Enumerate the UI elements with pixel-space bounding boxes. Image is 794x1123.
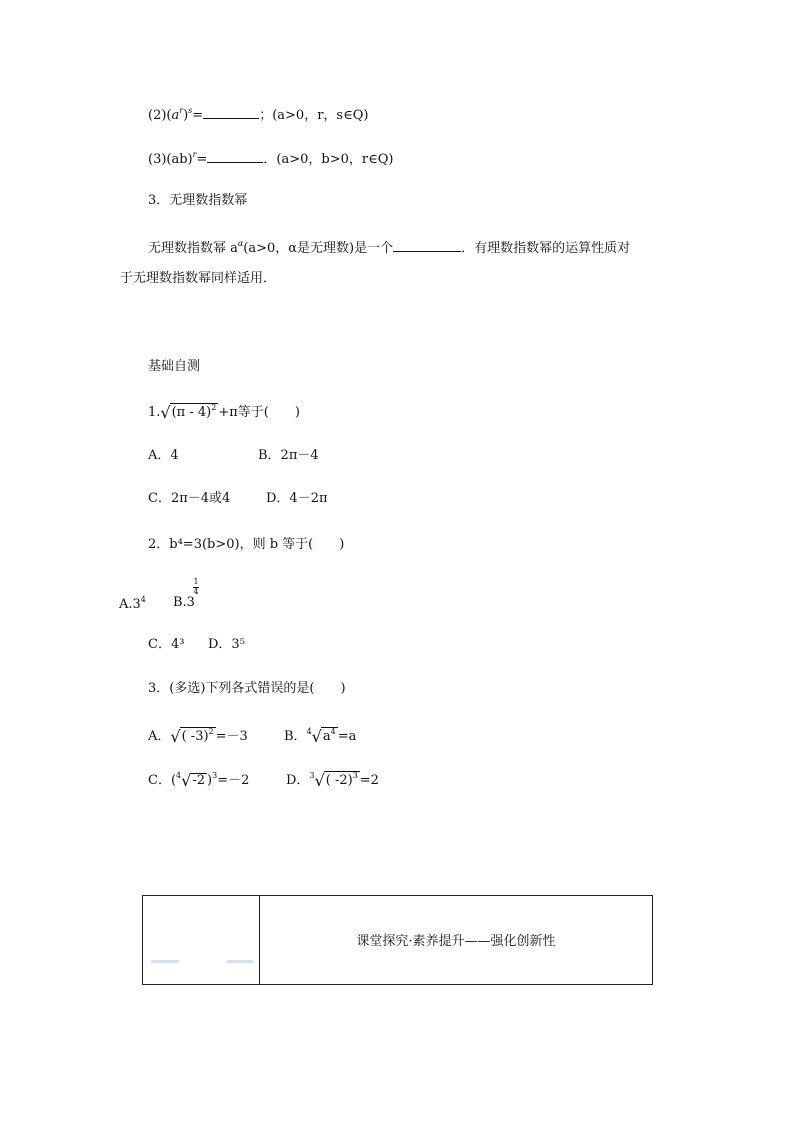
q1-tail: +π等于( ): [218, 405, 300, 420]
section-3-paragraph-line2: 于无理数指数幂同样适用．: [120, 271, 277, 286]
sec3-text-a: 无理数指数幂 a: [148, 241, 238, 256]
q2-option-c: C．4³: [148, 637, 185, 652]
item2-condition: (a>0，r，s∈Q): [272, 108, 369, 123]
property-3-line: (3)(ab)$^r$= ．(a>0，b>0，r∈Q): [148, 150, 394, 167]
banner-title: 课堂探究·素养提升——强化创新性: [356, 934, 556, 949]
q1-option-b: B．2π－4: [258, 448, 319, 463]
q3-option-d: D．$^3$√( -2)$^3$ =2: [286, 771, 379, 790]
sec3-text-c: ．有理数指数幂的运算性质对: [461, 241, 631, 256]
q3-c-tail: =－2: [217, 773, 250, 788]
q2-option-b: [173, 596, 195, 609]
q2-b-fraction-exponent: 1 4: [193, 577, 199, 596]
q2-a-text: A.3: [119, 597, 141, 612]
question-1: 1.√(π - 4)$^2$ +π等于( ): [148, 403, 300, 422]
self-test-title: 基础自测: [148, 359, 201, 374]
q3-option-c: C．($^4$√-2 )$^3$=－2: [148, 771, 250, 790]
question-2: 2．b⁴=3(b>0)，则 b 等于( ): [148, 537, 345, 552]
section-banner: [142, 895, 653, 985]
property-2-line: $(2)(a^r)^s=$ ；(a>0，r，s∈Q): [148, 106, 369, 123]
q3-d-tail: =2: [359, 773, 379, 788]
section-3-paragraph-line1: 无理数指数幂 $a^\alpha(a>0$，α是无理数)是一个 ．有理数指数幂的运算性质对: [148, 239, 631, 256]
q1-option-a: A．4: [148, 448, 179, 463]
q2-b-text: B.3: [173, 595, 195, 610]
q3-option-b: B．$^4√a^4 =a$: [284, 727, 357, 746]
question-3: 3．(多选)下列各式错误的是( ): [148, 681, 346, 696]
sec3-text-b: (a>0，α是无理数)是一个: [243, 241, 394, 256]
q1-option-d: D．4－2π: [266, 491, 328, 506]
q3-b-tail: =a: [337, 729, 357, 744]
q2-option-a: $A.3^4$: [119, 595, 146, 612]
q1-option-c: C．2π－4或4: [148, 491, 231, 506]
item2-prefix: (2)(: [148, 108, 172, 123]
q2-option-d: D．3⁵: [208, 637, 245, 652]
q3-a-tail: =－3: [215, 729, 248, 744]
section-3-title: 3．无理数指数幂: [148, 193, 248, 208]
q3-option-a: A．√( -3)$^2$ =－3: [148, 727, 248, 746]
banner-decoration-right: [227, 960, 253, 963]
item3-prefix: (3)(ab): [148, 152, 193, 167]
banner-decoration-left: [151, 960, 179, 963]
item3-condition: (a>0，b>0，r∈Q): [276, 152, 394, 167]
